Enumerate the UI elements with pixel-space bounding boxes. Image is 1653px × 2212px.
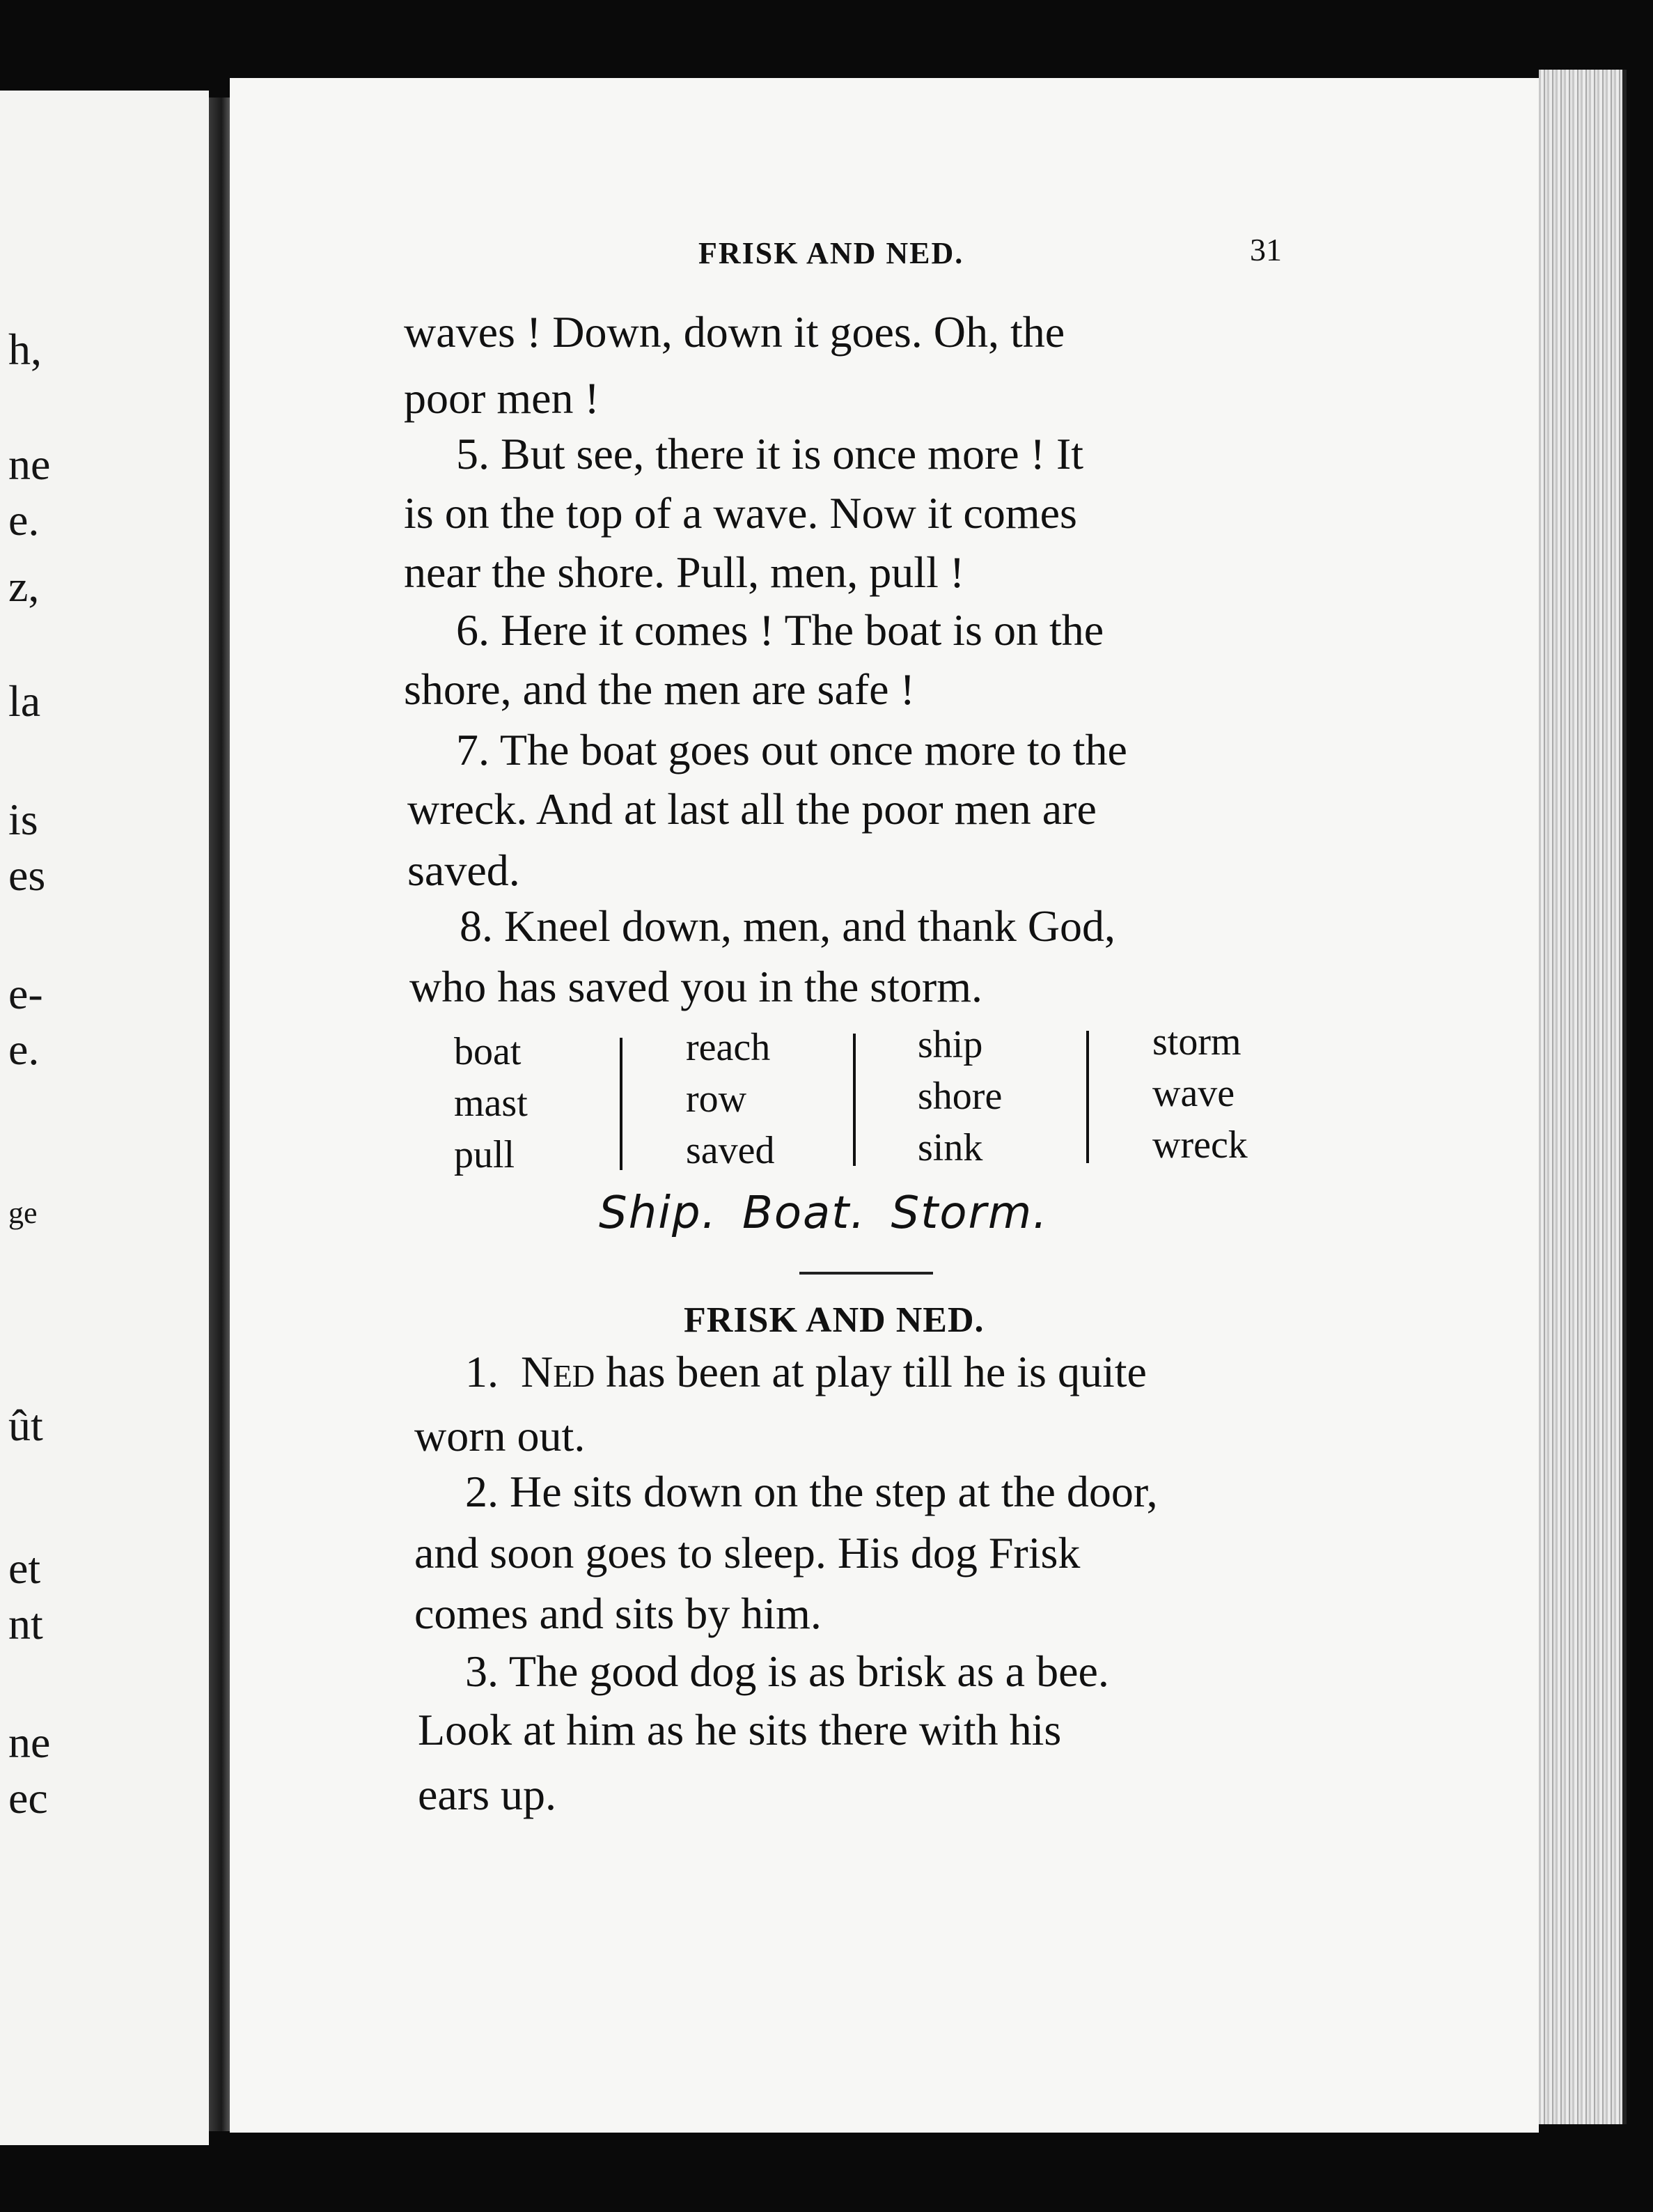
text-line: waves ! Down, down it goes. Oh, the xyxy=(404,307,1065,357)
text-line: who has saved you in the storm. xyxy=(409,962,982,1011)
word-list-item: boat xyxy=(454,1030,522,1073)
word-list-item: saved xyxy=(686,1129,775,1172)
text-line xyxy=(465,1347,1147,1396)
left-text-fragment: h, xyxy=(8,325,42,374)
left-text-fragment: z, xyxy=(8,561,40,611)
paragraph-number: 1. xyxy=(465,1347,499,1396)
left-text-fragment: e. xyxy=(8,495,40,545)
left-text-fragment: ne xyxy=(8,439,51,489)
left-text-fragment: ec xyxy=(8,1773,48,1823)
left-text-fragment: et xyxy=(8,1543,41,1593)
text-fragment: has been at play till he is quite xyxy=(595,1347,1147,1396)
lesson-title: FRISK AND NED. xyxy=(684,1300,985,1340)
text-line: near the shore. Pull, men, pull ! xyxy=(404,547,965,597)
text-line: 5. But see, there it is once more ! It xyxy=(456,429,1084,478)
caption-word: Boat. xyxy=(742,1187,866,1239)
column-divider xyxy=(1086,1031,1089,1163)
word-list-item: shore xyxy=(918,1075,1003,1118)
word-list-item: wreck xyxy=(1152,1123,1248,1167)
word-list-item: reach xyxy=(686,1026,771,1069)
text-line: saved. xyxy=(407,846,520,895)
left-text-fragment: la xyxy=(8,676,41,726)
column-divider xyxy=(620,1038,622,1170)
section-divider xyxy=(799,1272,933,1275)
text-line: 6. Here it comes ! The boat is on the xyxy=(456,605,1104,655)
word-list-item: pull xyxy=(454,1133,515,1176)
text-line: 2. He sits down on the step at the door, xyxy=(465,1467,1158,1516)
word-list-item: wave xyxy=(1152,1072,1235,1115)
left-text-fragment: nt xyxy=(8,1599,43,1649)
text-line: shore, and the men are safe ! xyxy=(404,664,915,714)
script-caption xyxy=(599,1187,1074,1239)
text-line: wreck. And at last all the poor men are xyxy=(407,784,1097,834)
page-edges xyxy=(1539,70,1627,2124)
character-name: Ned xyxy=(521,1347,595,1396)
column-divider xyxy=(853,1034,856,1166)
text-line: 3. The good dog is as brisk as a bee. xyxy=(465,1646,1109,1696)
caption-word: Ship. xyxy=(599,1187,717,1239)
left-text-fragment: ge xyxy=(8,1196,38,1230)
word-list-item: ship xyxy=(918,1023,983,1066)
text-line: worn out. xyxy=(414,1411,586,1461)
word-list-item: storm xyxy=(1152,1020,1241,1064)
left-text-fragment: ne xyxy=(8,1718,51,1767)
left-text-fragment: e- xyxy=(8,969,43,1018)
left-text-fragment: ût xyxy=(8,1401,43,1450)
caption-word: Storm. xyxy=(891,1187,1049,1239)
word-list-item: sink xyxy=(918,1126,983,1169)
left-facing-page xyxy=(0,91,209,2145)
text-line: 7. The boat goes out once more to the xyxy=(456,725,1127,774)
left-text-fragment: e. xyxy=(8,1025,40,1074)
word-list-item: row xyxy=(686,1077,747,1121)
text-line: Look at him as he sits there with his xyxy=(418,1705,1062,1754)
text-line: 8. Kneel down, men, and thank God, xyxy=(460,901,1116,951)
text-line: ears up. xyxy=(418,1770,557,1819)
left-text-fragment: is xyxy=(8,795,38,844)
page-number: 31 xyxy=(1250,232,1282,267)
running-header: FRISK AND NED. xyxy=(698,236,964,270)
text-line: comes and sits by him. xyxy=(414,1589,822,1638)
left-text-fragment: es xyxy=(8,850,46,900)
text-line: poor men ! xyxy=(404,373,600,423)
text-line: and soon goes to sleep. His dog Frisk xyxy=(414,1528,1081,1578)
text-line: is on the top of a wave. Now it comes xyxy=(404,488,1077,538)
book-gutter xyxy=(209,98,230,2131)
word-list-item: mast xyxy=(454,1082,528,1125)
